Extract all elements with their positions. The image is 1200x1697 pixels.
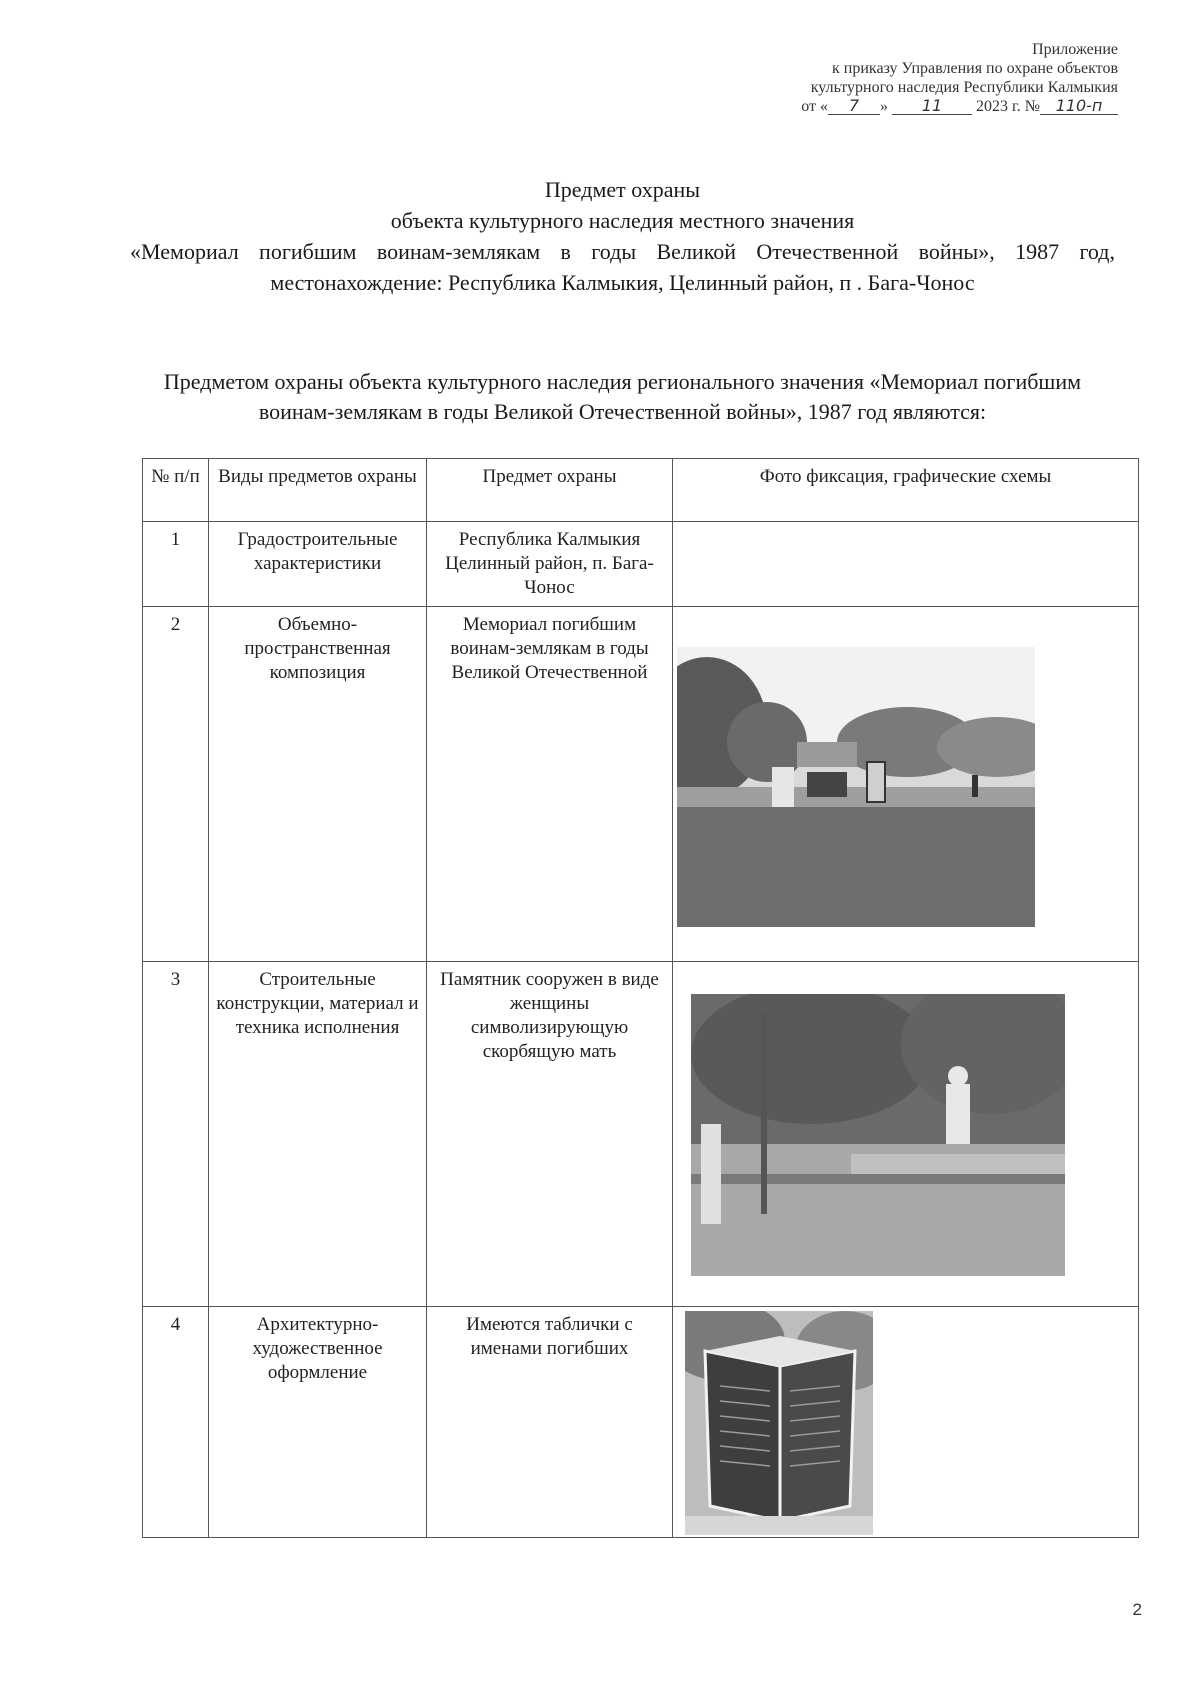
intro-paragraph: Предметом охраны объекта культурного наследия регионального значения «Мемориал погибшим воинам-землякам в годы Великой Отечественной войны», 1987 год являются: [163,369,1082,424]
row-photo-cell [673,962,1139,1307]
handwritten-month: 11 [892,98,972,115]
table-row [143,607,1139,962]
row-type: Объемно-пространственная композиция [209,607,427,962]
row-number: 4 [143,1307,209,1538]
appendix-title: Приложение [1032,41,1118,58]
protection-subject-table [142,458,1139,1538]
row-type: Градостроительные характеристики [209,522,427,607]
row-photo-cell [673,1307,1139,1538]
header-number: № п/п [143,459,209,522]
title-line-3: «Мемориал погибшим воинам-землякам в годы Великой Отечественной войны», 1987 год, местонахождение: Республика Калмыкия, Целинный район, п . Бага-Чонос [130,239,1115,295]
row-subject: Памятник сооружен в виде женщины символизирующую скорбящую мать [427,962,673,1307]
title-line-2: объекта культурного наследия местного значения [390,208,855,233]
row-subject: Имеются таблички с именами погибших [427,1307,673,1538]
row-number: 2 [143,607,209,962]
header-subject: Предмет охраны [427,459,673,522]
mourning-mother-statue-photo [691,994,1065,1276]
row-number: 3 [143,962,209,1307]
handwritten-day: 7 [828,98,880,115]
name-plaques-photo [685,1311,873,1535]
row-type: Строительные конструкции, материал и техника исполнения [209,962,427,1307]
document-title [130,174,1115,298]
appendix-header [698,40,1118,116]
memorial-overview-photo [677,647,1035,927]
row-subject: Мемориал погибшим воинам-землякам в годы Великой Отечественной [427,607,673,962]
table-row [143,1307,1139,1538]
table-row [143,522,1139,607]
table-header-row [143,459,1139,522]
table-row [143,962,1139,1307]
row-photo-cell [673,522,1139,607]
appendix-date-line: от « 7 » 11 2023 г. № 110-п [698,97,1118,116]
row-type: Архитектурно-художественное оформление [209,1307,427,1538]
header-photo: Фото фиксация, графические схемы [673,459,1139,522]
page-number: 2 [1132,1600,1142,1619]
row-subject: Республика Калмыкия Целинный район, п. Бага-Чонос [427,522,673,607]
appendix-order-line: к приказу Управления по охране объектов [832,60,1118,77]
row-photo-cell [673,607,1139,962]
header-type: Виды предметов охраны [209,459,427,522]
row-number: 1 [143,522,209,607]
title-line-1: Предмет охраны [544,177,701,202]
appendix-authority-line: культурного наследия Республики Калмыкия [810,79,1118,96]
handwritten-order-number: 110-п [1040,98,1118,115]
